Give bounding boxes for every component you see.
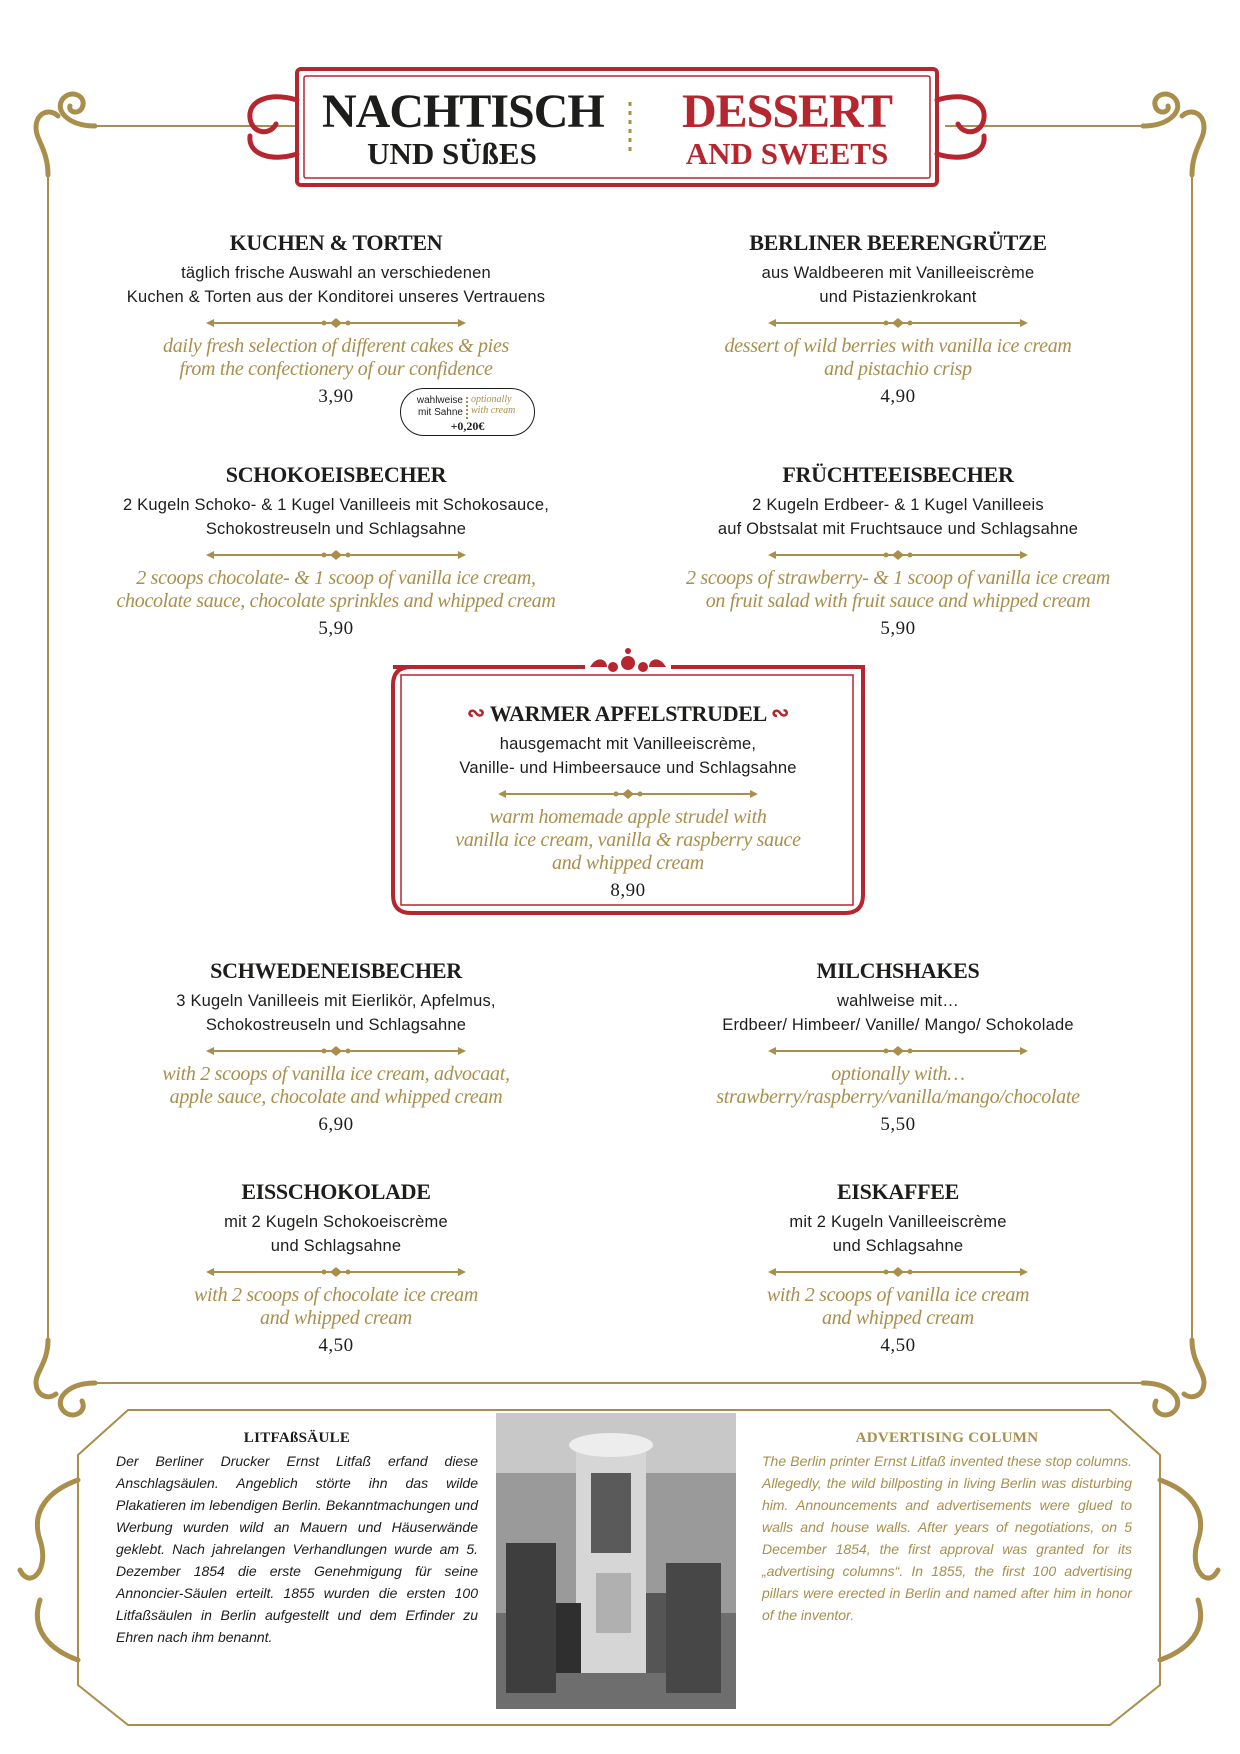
menu-item-milchshakes <box>648 957 1148 1137</box>
item-description-en: and whipped cream <box>260 1307 412 1329</box>
info-text-en: The Berlin printer Ernst Litfaß invented these stop columns. Allegedly, the wild billposting in living Berlin was disturbing him. Announcements and advertisements were glued to walls and house walls. After years of negotiations, on 5 December 1854, the first approval was granted for its „advertising columns“. In 1855, the first 100 advertising pillars were erected in Berlin and named after him in honor of the inventor. <box>762 1453 1132 1623</box>
menu-item-eisschokolade <box>86 1178 586 1358</box>
item-description-en: with 2 scoops of vanilla ice cream <box>766 1284 1030 1306</box>
gold-divider-icon <box>206 1266 466 1278</box>
item-description-de: 2 Kugeln Schoko- & 1 Kugel Vanilleeis mit Schokosauce, <box>123 496 549 514</box>
item-title: SCHOKOEISBECHER <box>225 462 447 487</box>
gold-divider-icon <box>498 788 758 800</box>
menu-item-fruechteeisbecher <box>648 461 1148 641</box>
item-title: MILCHSHAKES <box>816 958 980 983</box>
flourish-left-icon: ∾ <box>466 700 485 725</box>
item-description-en: warm homemade apple strudel with <box>489 806 767 828</box>
item-price: 4,50 <box>318 1335 354 1356</box>
menu-item-eiskaffee <box>648 1178 1148 1358</box>
header-en-title: DESSERT <box>681 85 893 138</box>
item-description-de: wahlweise mit… <box>837 992 959 1010</box>
badge-de-line: wahlweise <box>416 395 463 406</box>
item-price: 3,90 <box>318 386 354 407</box>
info-title-en: ADVERTISING COLUMN <box>855 1430 1039 1446</box>
header-en-subtitle: AND SWEETS <box>685 136 889 171</box>
litfass-column-photo <box>496 1413 736 1709</box>
item-description-en: 2 scoops of strawberry- & 1 scoop of vanilla ice cream <box>685 567 1111 589</box>
item-price: 8,90 <box>610 880 646 901</box>
item-description-de: mit 2 Kugeln Vanilleeiscrème <box>789 1213 1007 1231</box>
gold-divider-icon <box>768 1045 1028 1057</box>
item-description-en: daily fresh selection of different cakes & pies <box>163 335 509 357</box>
badge-price: +0,20€ <box>450 419 485 433</box>
flourish-right-icon: ∾ <box>771 700 790 725</box>
menu-item-schokoeisbecher <box>86 461 586 641</box>
item-description-en: apple sauce, chocolate and whipped cream <box>169 1086 503 1108</box>
item-title: WARMER APFELSTRUDEL <box>489 701 766 726</box>
item-description-de: aus Waldbeeren mit Vanilleeiscrème <box>761 264 1035 282</box>
item-price: 6,90 <box>318 1114 354 1135</box>
item-description-de: 3 Kugeln Vanilleeis mit Eierlikör, Apfelmus, <box>176 992 496 1010</box>
item-description-de: und Schlagsahne <box>832 1237 964 1255</box>
gold-divider-icon <box>768 1266 1028 1278</box>
item-price: 5,90 <box>880 618 916 639</box>
item-description-de: täglich frische Auswahl an verschiedenen <box>181 264 491 282</box>
item-description-de: Kuchen & Torten aus der Konditorei unseres Vertrauens <box>126 288 546 306</box>
gold-divider-icon <box>768 317 1028 329</box>
cream-option-badge <box>400 388 535 436</box>
menu-item-kuchen <box>86 229 586 409</box>
item-description-de: hausgemacht mit Vanilleeiscrème, <box>499 735 757 753</box>
menu-header <box>297 69 937 185</box>
item-description-en: from the confectionery of our confidence <box>179 358 493 380</box>
info-column-de <box>116 1428 478 1648</box>
item-title: EISSCHOKOLADE <box>241 1179 431 1204</box>
item-description-en: and pistachio crisp <box>824 358 972 380</box>
header-de-subtitle: UND SÜßES <box>367 136 537 171</box>
item-price: 4,90 <box>880 386 916 407</box>
menu-item-apfelstrudel <box>378 700 878 903</box>
item-description-en: vanilla ice cream, vanilla & raspberry sauce <box>455 829 801 851</box>
item-title: EISKAFFEE <box>837 1179 959 1204</box>
item-description-de: und Pistazienkrokant <box>819 288 977 306</box>
item-description-en: 2 scoops chocolate- & 1 scoop of vanilla ice cream, <box>136 567 536 589</box>
info-column-en <box>762 1428 1132 1626</box>
badge-en-line: optionally <box>471 394 512 405</box>
item-description-de: 2 Kugeln Erdbeer- & 1 Kugel Vanilleeis <box>752 496 1044 514</box>
item-description-de: auf Obstsalat mit Fruchtsauce und Schlagsahne <box>717 520 1079 538</box>
badge-en-line: with cream <box>471 405 516 416</box>
item-description-de: Vanille- und Himbeersauce und Schlagsahne <box>459 759 797 777</box>
item-description-en: strawberry/raspberry/vanilla/mango/chocolate <box>716 1086 1080 1108</box>
item-description-en: with 2 scoops of vanilla ice cream, advocaat, <box>162 1063 510 1085</box>
item-description-de: und Schlagsahne <box>270 1237 402 1255</box>
gold-divider-icon <box>206 1045 466 1057</box>
item-title: BERLINER BEERENGRÜTZE <box>749 230 1047 255</box>
item-price: 4,50 <box>880 1335 916 1356</box>
gold-divider-icon <box>206 317 466 329</box>
header-de-title: NACHTISCH <box>322 85 604 138</box>
item-description-en: with 2 scoops of chocolate ice cream <box>194 1284 478 1306</box>
item-description-de: Erdbeer/ Himbeer/ Vanille/ Mango/ Schokolade <box>722 1016 1074 1034</box>
info-text-de: Der Berliner Drucker Ernst Litfaß erfand diese Anschlagsäulen. Angeblich störte ihn das wilde Plakatieren im lebendigen Berlin. Bekanntmachungen und Werbung wurden wild an Mauern und Häuserwände geklebt. Nach jahrelangen Verhandlungen wurde am 5. Dezember 1854 die erste Genehmigung für seine Annoncier-Säulen erteilt. 1855 wurden die ersten 100 Litfaßsäulen in Berlin aufgestellt und dem Erfinder zu Ehren nach ihm benannt. <box>116 1453 478 1645</box>
item-description-en: chocolate sauce, chocolate sprinkles and whipped cream <box>116 590 556 612</box>
item-title: KUCHEN & TORTEN <box>229 230 443 255</box>
badge-de-line: mit Sahne <box>417 407 463 418</box>
menu-item-schwedeneisbecher <box>86 957 586 1137</box>
badge-separator <box>466 397 470 419</box>
item-title: SCHWEDENEISBECHER <box>210 958 462 983</box>
item-description-en: and whipped cream <box>822 1307 974 1329</box>
item-description-en: dessert of wild berries with vanilla ice cream <box>724 335 1072 357</box>
item-description-de: mit 2 Kugeln Schokoeiscrème <box>224 1213 448 1231</box>
gold-divider-icon <box>206 549 466 561</box>
item-title: FRÜCHTEEISBECHER <box>782 462 1014 487</box>
item-description-de: Schokostreuseln und Schlagsahne <box>205 520 467 538</box>
item-description-en: optionally with… <box>831 1063 965 1085</box>
item-description-en: and whipped cream <box>552 852 704 874</box>
info-title-de: LITFAßSÄULE <box>243 1430 351 1446</box>
item-description-en: on fruit salad with fruit sauce and whipped cream <box>705 590 1091 612</box>
red-flourish-icon <box>590 648 666 672</box>
item-price: 5,90 <box>318 618 354 639</box>
item-description-de: Schokostreuseln und Schlagsahne <box>205 1016 467 1034</box>
menu-item-beerengruetze <box>648 229 1148 409</box>
item-price: 5,50 <box>880 1114 916 1135</box>
gold-divider-icon <box>768 549 1028 561</box>
